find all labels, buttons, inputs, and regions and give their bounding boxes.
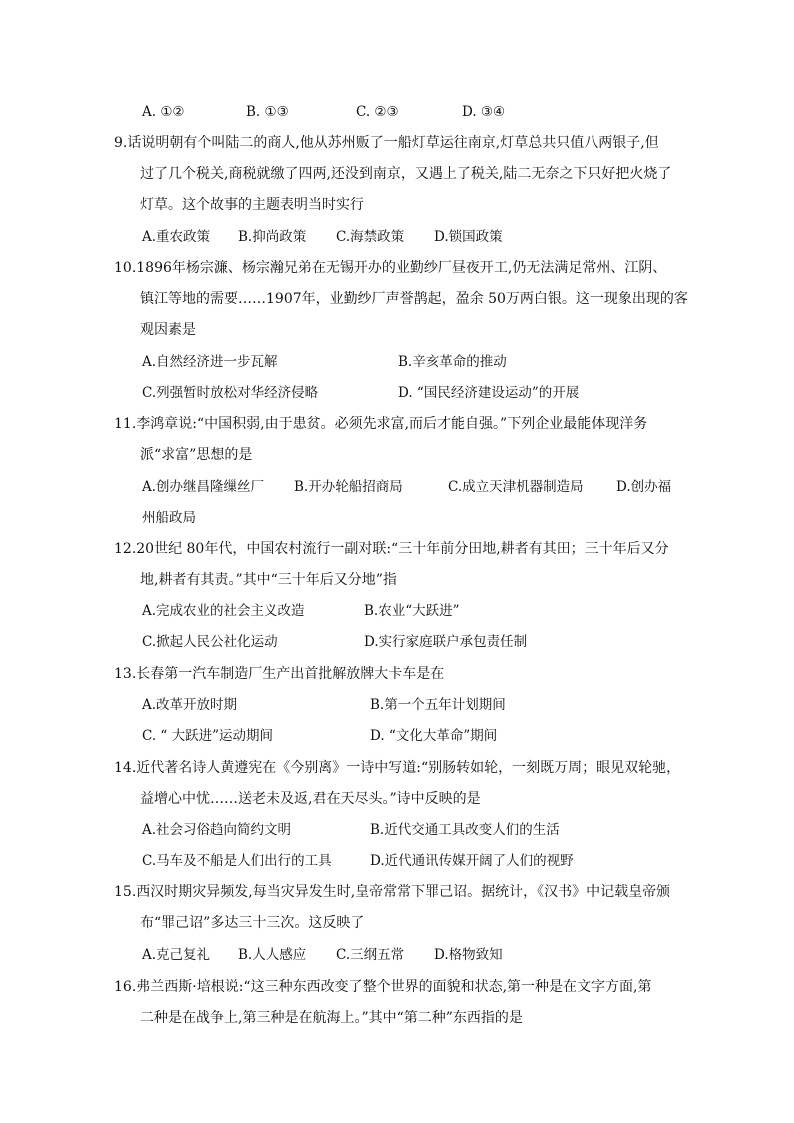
question-stem-line: 过了几个税关,商税就缴了四两,还没到南京，又遇上了税关,陆二无奈之下只好把火烧了 (140, 166, 672, 182)
option-d: D.实行家庭联户承包责任制 (364, 634, 528, 650)
option-a: A. ①② (142, 104, 185, 120)
option-d: D. “文化大革命”期间 (370, 728, 498, 744)
option-d: D. ③④ (462, 104, 506, 120)
option-a: A.克己复礼 (142, 947, 211, 963)
question-stem-line: 镇江等地的需要……1907年，业勤纱厂声誉鹊起，盈余 50万两白银。这一现象出现的客 (140, 291, 688, 307)
question-stem-line: 14.近代著名诗人黄遵宪在《今别离》一诗中写道:“别肠转如轮，一刻既万周；眼见双轮驰， (114, 760, 681, 776)
option-c: C.海禁政策 (336, 229, 405, 245)
option-a: A.创办继昌隆缫丝厂 (142, 479, 265, 495)
question-stem-line: 10.1896年杨宗濂、杨宗瀚兄弟在无锡开办的业勤纱厂昼夜开工,仍无法满足常州、江阴、 (114, 260, 667, 276)
option-b: B.第一个五年计划期间 (370, 697, 506, 713)
question-stem-line: 9.话说明朝有个叫陆二的商人,他从苏州贩了一船灯草运往南京,灯草总共只值八两银子,但 (114, 135, 659, 151)
option-c: C. ②③ (356, 104, 399, 120)
option-c: C.三纲五常 (336, 947, 405, 963)
option-d-continuation: 州船政局 (142, 510, 196, 526)
question-stem-line: 13.长春第一汽车制造厂生产出首批解放牌大卡车是在 (114, 666, 445, 682)
option-a: A.重农政策 (142, 229, 211, 245)
question-stem-line: 15.西汉时期灾异频发,每当灾异发生时,皇帝常常下罪己诏。据统计，《汉书》中记载皇帝颁 (114, 884, 671, 900)
option-c: C. “ 大跃进”运动期间 (142, 728, 274, 744)
option-c: C.成立天津机器制造局 (448, 479, 584, 495)
question-stem-line: 地,耕者有其责。”其中“三十年后又分地”指 (140, 572, 397, 588)
question-stem-line: 益增心中忧……送老未及返,君在天尽头。”诗中反映的是 (140, 791, 481, 807)
question-stem-line: 二种是在战争上,第三种是在航海上。”其中“第二种”东西指的是 (140, 1010, 523, 1026)
option-d: D.锁国政策 (434, 229, 503, 245)
option-d: D.近代通讯传媒开阔了人们的视野 (370, 853, 574, 869)
option-d: D. “国民经济建设运动”的开展 (398, 385, 580, 401)
option-b: B. ①③ (246, 104, 289, 120)
option-a: A.自然经济进一步瓦解 (142, 354, 278, 370)
option-c: C.掀起人民公社化运动 (142, 634, 278, 650)
question-stem-line: 12.20世纪 80年代，中国农村流行一副对联:“三十年前分田地,耕者有其田；三十年后又分 (114, 541, 669, 557)
option-a: A.完成农业的社会主义改造 (142, 603, 305, 619)
question-stem-line: 派“求富”思想的是 (140, 447, 253, 463)
option-d: D.格物致知 (434, 947, 503, 963)
option-b: B.辛亥革命的推动 (398, 354, 507, 370)
option-b: B.人人感应 (238, 947, 307, 963)
question-stem-line: 16.弗兰西斯·培根说:“这三种东西改变了整个世界的面貌和状态,第一种是在文字方面,第 (114, 979, 652, 995)
option-b: B.农业“大跃进” (364, 603, 460, 619)
option-a: A.改革开放时期 (142, 697, 238, 713)
question-stem-line: 灯草。这个故事的主题表明当时实行 (140, 197, 364, 213)
option-c: C.马车及不船是人们出行的工具 (142, 853, 332, 869)
question-stem-line: 观因素是 (140, 322, 196, 338)
option-b: B.近代交通工具改变人们的生活 (370, 822, 560, 838)
question-stem-line: 布“罪己诏”多达三十三次。这反映了 (140, 915, 365, 931)
option-a: A.社会习俗趋向简约文明 (142, 822, 292, 838)
question-stem-line: 11.李鸿章说:“中国积弱,由于患贫。必须先求富,而后才能自强。”下列企业最能体现洋务 (114, 416, 648, 432)
option-d: D.创办福 (616, 479, 672, 495)
option-b: B.开办轮船招商局 (294, 479, 403, 495)
option-c: C.列强暂时放松对华经济侵略 (142, 385, 319, 401)
option-b: B.抑尚政策 (238, 229, 307, 245)
